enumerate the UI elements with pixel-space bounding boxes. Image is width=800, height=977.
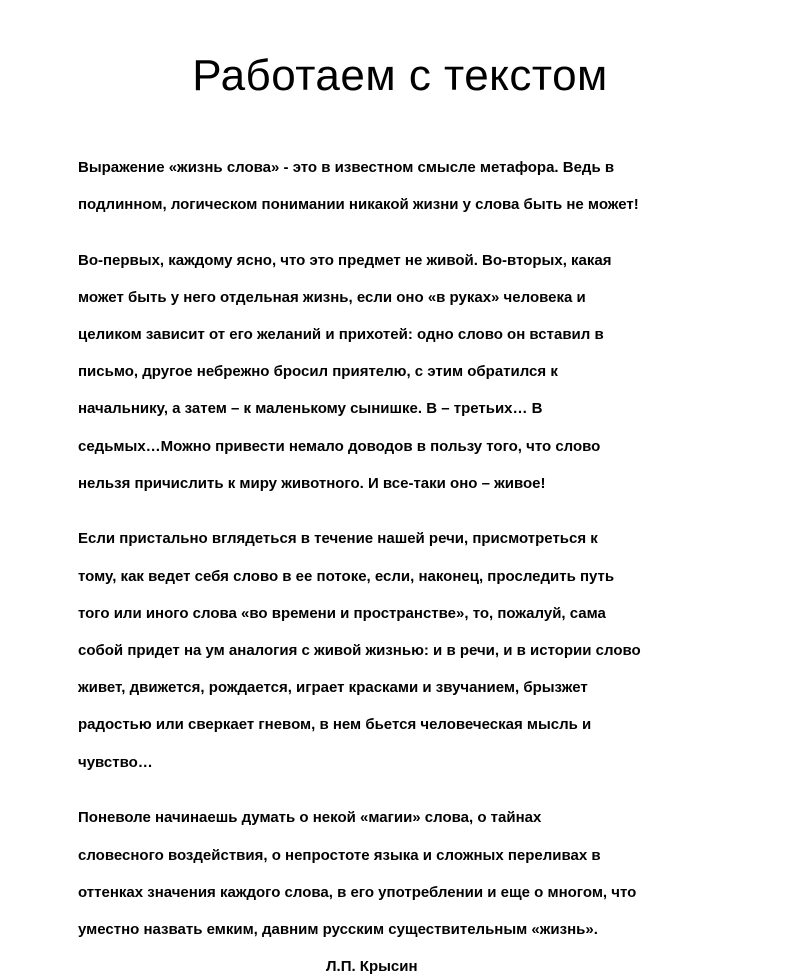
text-line: того или иного слова «во времени и пространстве», то, пожалуй, сама [78,604,606,622]
text-line: нельзя причислить к миру животного. И все-таки оно – живое! [78,474,546,492]
text-line: тому, как ведет себя слово в ее потоке, если, наконец, проследить путь [78,567,615,585]
text-line: может быть у него отдельная жизнь, если оно «в руках» человека и [78,288,586,306]
text-line: Если пристально вглядеться в течение нашей речи, присмотреться к [78,530,598,548]
text-line: начальнику, а затем – к маленькому сынишке. В – третьих… В [78,400,543,418]
slide-body-text [78,140,728,977]
text-line: чувство… [78,753,153,771]
text-line: подлинном, логическом понимании никакой жизни у слова быть не может! [78,195,639,213]
paragraph-1 [78,140,728,233]
text-line: живет, движется, рождается, играет красками и звучанием, брызжет [78,679,588,697]
author-signature: Л.П. Крысин [326,958,418,976]
text-line: радостью или сверкает гневом, в нем бьется человеческая мысль и [78,716,592,734]
text-line: Выражение «жизнь слова» - это в известном смысле метафора. Ведь в [78,158,615,176]
text-line: уместно назвать емким, давним русским существительным «жизнь». [78,920,598,938]
text-line: оттенках значения каждого слова, в его употреблении и еще о многом, что [78,883,637,901]
text-line: письмо, другое небрежно бросил приятелю, с этим обратился к [78,363,558,381]
text-line: собой придет на ум аналогия с живой жизнью: и в речи, и в истории слово [78,642,641,660]
paragraph-4 [78,791,728,958]
paragraph-2 [78,233,728,512]
text-line: седьмых…Можно привести немало доводов в пользу того, что слово [78,437,601,455]
text-line: словесного воздействия, о непростоте языка и сложных переливах в [78,846,601,864]
text-line: Во-первых, каждому ясно, что это предмет не живой. Во-вторых, какая [78,251,612,269]
text-line: целиком зависит от его желаний и прихотей: одно слово он вставил в [78,325,604,343]
text-line: Поневоле начинаешь думать о некой «магии» слова, о тайнах [78,809,542,827]
slide-title: Работаем с текстом [192,51,608,100]
paragraph-3 [78,512,728,791]
